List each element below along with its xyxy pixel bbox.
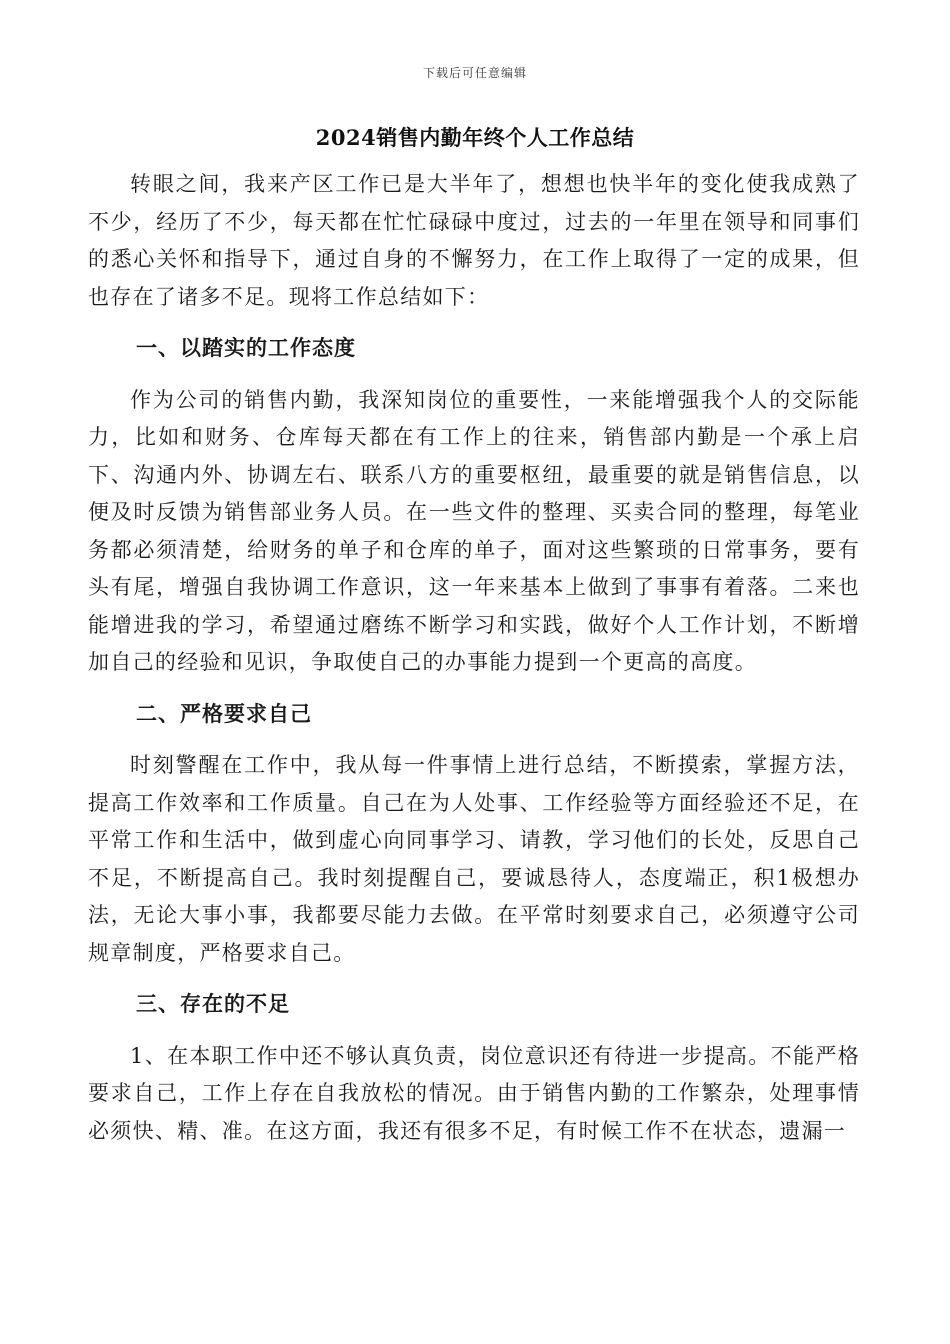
section-heading-3: 三、存在的不足 (136, 991, 290, 1016)
section-body-1: 作为公司的销售内勤，我深知岗位的重要性，一来能增强我个人的交际能力，比如和财务、仓库每天都在有工作上的往来，销售部内勤是一个承上启下、沟通内外、协调左右、联系八方的重要枢纽，最重要的就是销售信息，以便及时反馈为销售部业务人员。在一些文件的整理、买卖合同的整理，每笔业务都必须清楚，给财务的单子和仓库的单子，面对这些繁琐的日常事务，要有头有尾，增强自我协调工作意识，这一年来基本上做到了事事有着落。二来也能增进我的学习，希望通过磨练不断学习和实践，做好个人工作计划，不断增加自己的经验和见识，争取使自己的办事能力提到一个更高的高度。 (88, 387, 860, 674)
document-title: 2024销售内勤年终个人工作总结 (315, 125, 635, 150)
header-note: 下载后可任意编辑 (422, 66, 527, 80)
section-body-3: 1、在本职工作中还不够认真负责，岗位意识还有待进一步提高。不能严格要求自己，工作上存在自我放松的情况。由于销售内勤的工作繁杂，处理事情必须快、精、准。在这方面，我还有很多不足，有时候工作不在状态，遗漏一 (88, 1043, 860, 1143)
section-heading-2: 二、严格要求自己 (136, 700, 312, 726)
intro-paragraph: 转眼之间，我来产区工作已是大半年了，想想也快半年的变化使我成熟了不少，经历了不少，每天都在忙忙碌碌中度过，过去的一年里在领导和同事们的悉心关怀和指导下，通过自身的不懈努力，在工作上取得了一定的成果，但也存在了诸多不足。现将工作总结如下： (88, 172, 860, 309)
section-body-2: 时刻警醒在工作中，我从每一件事情上进行总结，不断摸索，掌握方法，提高工作效率和工作质量。自己在为人处事、工作经验等方面经验还不足，在平常工作和生活中，做到虚心向同事学习、请教，学习他们的长处，反思自己不足，不断提高自己。我时刻提醒自己，要诚恳待人，态度端正，积1极想办法，无论大事小事，我都要尽能力去做。在平常时刻要求自己，必须遵守公司规章制度，严格要求自己。 (88, 753, 860, 965)
section-heading-1: 一、以踏实的工作态度 (136, 335, 356, 360)
document-body (88, 166, 860, 1150)
